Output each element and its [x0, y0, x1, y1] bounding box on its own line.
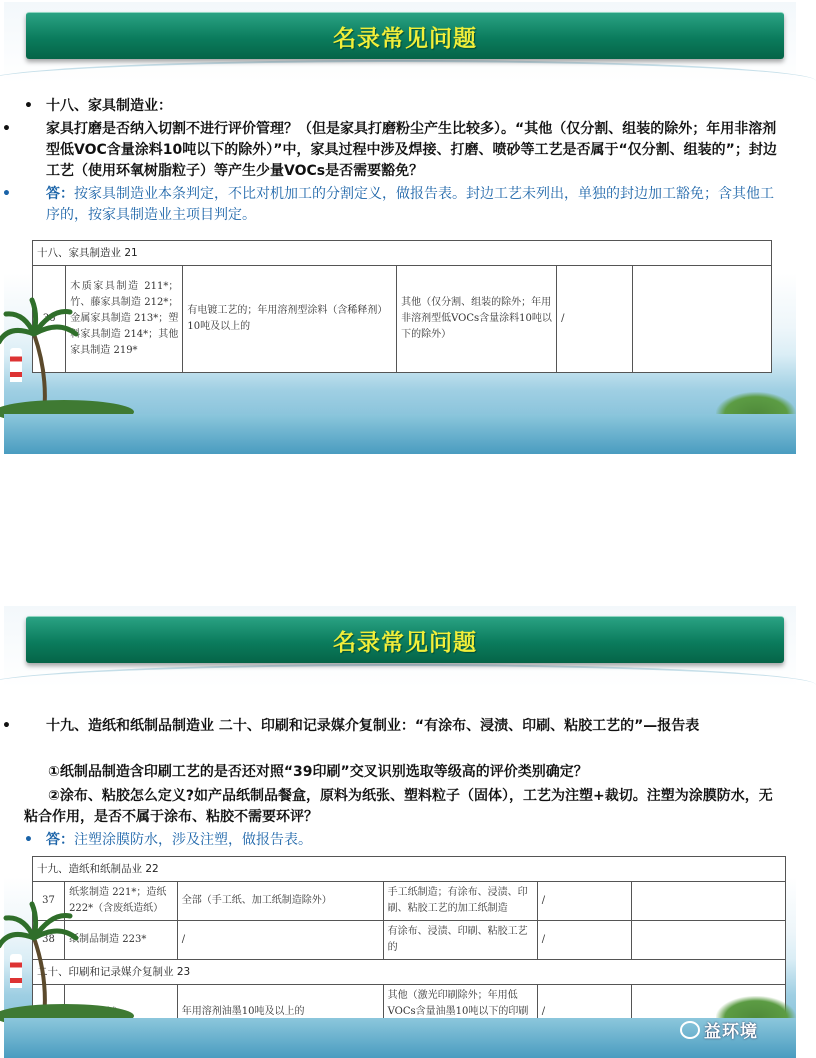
palm-tree-decoration	[4, 294, 134, 414]
table-section: 二十、印刷和记录媒介复制业 23	[33, 960, 786, 985]
answer-text: 注塑涂膜防水，涉及注塑，做报告表。	[74, 832, 312, 848]
question-heading	[2, 716, 782, 737]
question-1: ①纸制品制造含印刷工艺的是否还对照“39印刷”交叉识别选取等级高的评价类别确定？	[48, 764, 588, 780]
table-row	[33, 882, 786, 921]
row-report-book: 年用溶剂油墨10吨及以上的	[177, 985, 383, 1040]
row-category: 纸浆制造 221*；造纸 222*（含废纸造纸）	[65, 882, 178, 921]
watermark-text: 益环境	[704, 1022, 758, 1042]
answer	[24, 830, 782, 851]
watermark	[680, 1017, 758, 1042]
title-bar	[26, 616, 784, 663]
question-heading-text: 十八、家具制造业：	[46, 98, 172, 114]
row-report-book: /	[177, 921, 383, 960]
row-category: 木质家具制造 211*；竹、藤家具制造 212*；金属家具制造 213*；塑料家具制造 214*；其他家具制造 219*	[66, 266, 183, 373]
row-registration: /	[537, 882, 631, 921]
row-number: 38	[33, 921, 65, 960]
island-decoration	[716, 996, 796, 1018]
row-report-table: 手工纸制造；有涂布、浸渍、印刷、粘胶工艺的加工纸制造	[383, 882, 537, 921]
island-decoration	[716, 392, 796, 414]
question-2: ②涂布、粘胶怎么定义?如产品纸制品餐盒，原料为纸张、塑料粒子（固体），工艺为注塑+裁切。注塑为涂膜防水，无粘合作用，是否不属于涂布、粘胶不需要环评？	[24, 788, 773, 825]
header-arc	[0, 664, 816, 706]
row-category: 纸制品制造 223*	[65, 921, 178, 960]
slide-2	[4, 606, 796, 1058]
slide-title: 名录常见问题	[333, 630, 477, 656]
answer-label: 答：	[46, 186, 74, 202]
table-section: 十九、造纸和纸制品业 22	[33, 857, 786, 882]
answer-text: 按家具制造业本条判定，不比对机加工的分割定义，做报告表。封边工艺未列出，单独的封边加工豁免；含其他工序的，按家具制造业主项目判定。	[46, 186, 774, 223]
table-section: 十八、家具制造业 21	[33, 241, 772, 266]
question-heading-text: 十九、造纸和纸制品制造业 二十、印刷和记录媒介复制业：“有涂布、浸渍、印刷、粘胶工艺的”—报告表	[46, 718, 700, 734]
slide-1	[4, 2, 796, 454]
bullet: •	[2, 718, 11, 734]
sea-decoration	[4, 1018, 796, 1058]
bullet: •	[24, 98, 33, 114]
bullet: •	[24, 832, 33, 848]
slide-title: 名录常见问题	[333, 26, 477, 52]
bullet: •	[2, 121, 11, 137]
row-number: 37	[33, 882, 65, 921]
question-body-text: 家具打磨是否纳入切割不进行评价管理？（但是家具打磨粉尘产生比较多）。“其他（仅分割、组装的除外；年用非溶剂型低VOC含量涂料10吨以下的除外）”中，家具过程中涉及焊接、打磨、喷砂等工艺是否属于“仅分割、组装的”；封边工艺（使用环氧树脂粒子）等产生少量VOCs是否需要豁免？	[46, 121, 777, 179]
table-row	[33, 921, 786, 960]
row-report-book: 有电镀工艺的；年用溶剂型涂料（含稀释剂）10吨及以上的	[183, 266, 397, 373]
sea-decoration	[4, 414, 796, 454]
bullet: •	[2, 186, 11, 202]
row-report-book: 全部（手工纸、加工纸制造除外）	[177, 882, 383, 921]
row-report-table: 其他（仅分割、组装的除外；年用非溶剂型低VOCs含量涂料10吨以下的除外）	[397, 266, 557, 373]
palm-tree-decoration	[4, 898, 134, 1018]
row-report-table: 其他（激光印刷除外；年用低VOCs含量油墨10吨以下的印刷	[383, 985, 537, 1040]
question-body	[2, 119, 782, 182]
row-registration: /	[537, 985, 631, 1040]
wechat-icon	[680, 1021, 700, 1039]
row-number: 36	[33, 266, 66, 373]
category-table	[32, 856, 786, 1040]
row-empty	[631, 921, 785, 960]
row-registration: /	[537, 921, 631, 960]
row-registration: /	[557, 266, 633, 373]
row-empty	[633, 266, 772, 373]
row-report-table: 有涂布、浸渍、印刷、粘胶工艺的	[383, 921, 537, 960]
answer	[2, 184, 782, 226]
title-bar	[26, 12, 784, 59]
answer-label: 答：	[46, 832, 74, 848]
row-empty	[631, 882, 785, 921]
lighthouse-decoration	[10, 954, 22, 988]
category-table	[32, 240, 772, 373]
lighthouse-decoration	[10, 348, 22, 382]
question-heading	[24, 96, 782, 117]
table-row	[33, 266, 772, 373]
